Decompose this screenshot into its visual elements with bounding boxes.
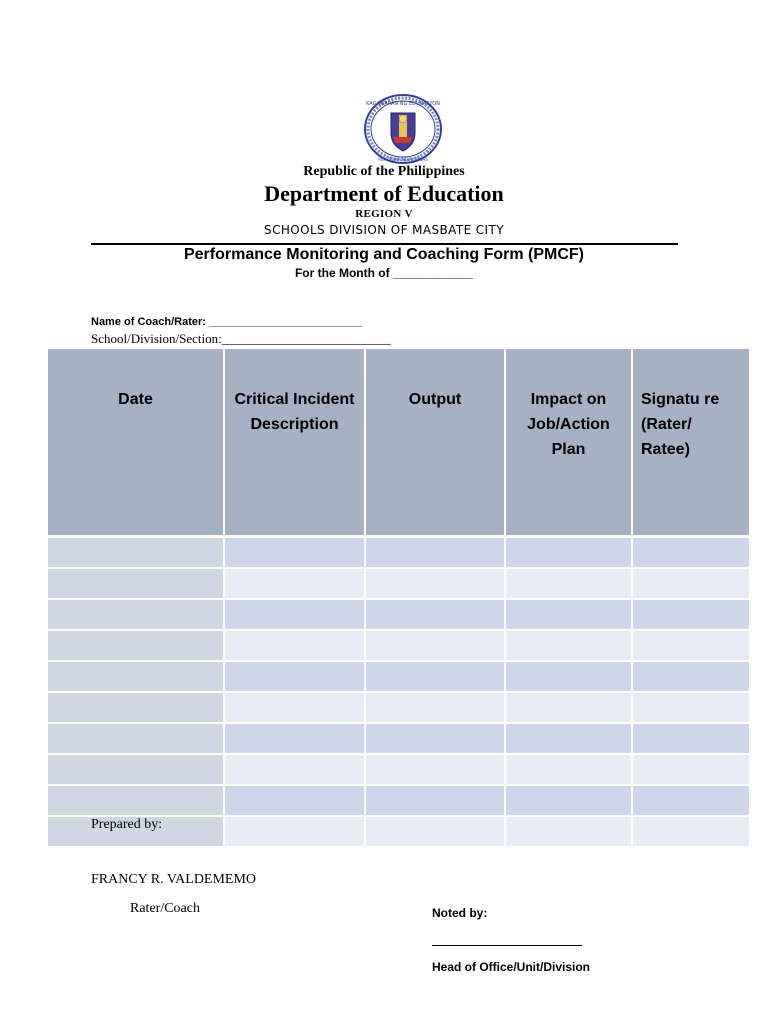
table-cell[interactable]: [505, 723, 632, 754]
table-cell[interactable]: [48, 537, 224, 569]
table-cell[interactable]: [365, 754, 505, 785]
table-cell[interactable]: [224, 816, 365, 847]
noted-signature-line: [432, 945, 582, 946]
table-cell[interactable]: [632, 785, 749, 816]
table-cell[interactable]: [48, 630, 224, 661]
noted-by-label: Noted by:: [432, 906, 488, 920]
column-header-critical-incident: Critical Incident Description: [224, 349, 365, 537]
table-row: [48, 692, 749, 723]
seal-bottom-text: REPUBLIKA NG PILIPINAS: [378, 157, 428, 162]
table-cell[interactable]: [505, 692, 632, 723]
table-cell[interactable]: [224, 723, 365, 754]
table-cell[interactable]: [632, 816, 749, 847]
table-cell[interactable]: [365, 537, 505, 569]
form-title: Performance Monitoring and Coaching Form (PMCF): [183, 246, 584, 263]
table-cell[interactable]: [365, 599, 505, 630]
table-cell[interactable]: [505, 661, 632, 692]
table-cell[interactable]: [365, 630, 505, 661]
table-row: [48, 723, 749, 754]
table-cell[interactable]: [48, 661, 224, 692]
table-row: [48, 785, 749, 816]
table-cell[interactable]: [48, 568, 224, 599]
table-cell[interactable]: [365, 816, 505, 847]
table-row: [48, 568, 749, 599]
table-cell[interactable]: [365, 568, 505, 599]
table-cell[interactable]: [224, 568, 365, 599]
seal-top-text: KAGAWARAN NG EDUKASYON: [366, 101, 440, 107]
table-cell[interactable]: [224, 537, 365, 569]
table-cell[interactable]: [48, 599, 224, 630]
division-heading: SCHOOLS DIVISION OF MASBATE CITY: [264, 223, 504, 237]
table-cell[interactable]: [632, 692, 749, 723]
table-cell[interactable]: [632, 754, 749, 785]
table-cell[interactable]: [505, 785, 632, 816]
head-of-office-label: Head of Office/Unit/Division: [432, 960, 591, 974]
table-cell[interactable]: [365, 661, 505, 692]
table-cell[interactable]: [632, 537, 749, 569]
table-cell[interactable]: [224, 692, 365, 723]
pmcf-table: [48, 349, 749, 848]
table-row: [48, 661, 749, 692]
prepared-by-label: Prepared by:: [91, 817, 163, 832]
table-cell[interactable]: [365, 692, 505, 723]
table-cell[interactable]: [224, 754, 365, 785]
table-row: [48, 630, 749, 661]
column-header-signature: Signatu re (Rater/ Ratee): [632, 349, 749, 537]
table-row: [48, 599, 749, 630]
table-cell[interactable]: [505, 630, 632, 661]
table-cell[interactable]: [505, 568, 632, 599]
table-cell[interactable]: [365, 785, 505, 816]
table-cell[interactable]: [632, 568, 749, 599]
table-cell[interactable]: [224, 785, 365, 816]
table-cell[interactable]: [505, 599, 632, 630]
deped-seal-logo: [363, 93, 443, 165]
table-cell[interactable]: [224, 599, 365, 630]
table-cell[interactable]: [632, 661, 749, 692]
table-cell[interactable]: [505, 537, 632, 569]
table-cell[interactable]: [505, 754, 632, 785]
republic-heading: Republic of the Philippines: [303, 164, 465, 179]
table-cell[interactable]: [48, 754, 224, 785]
table-cell[interactable]: [224, 630, 365, 661]
column-header-date: Date: [48, 349, 224, 537]
column-header-impact: Impact on Job/Action Plan: [505, 349, 632, 537]
table-row: [48, 537, 749, 569]
table-cell[interactable]: [48, 692, 224, 723]
header-divider: [91, 243, 678, 245]
table-cell[interactable]: [365, 723, 505, 754]
signer-role: Rater/Coach: [130, 901, 200, 916]
coach-name-field: Name of Coach/Rater: _________________________: [91, 316, 362, 328]
region-heading: REGION V: [355, 208, 413, 220]
table-cell[interactable]: [632, 599, 749, 630]
signer-name: FRANCY R. VALDEMEMO: [91, 872, 257, 887]
table-cell[interactable]: [632, 723, 749, 754]
department-heading: Department of Education: [264, 181, 504, 206]
table-header-row: [48, 349, 749, 537]
table-cell[interactable]: [48, 723, 224, 754]
column-header-output: Output: [365, 349, 505, 537]
month-field: For the Month of ____________: [294, 266, 474, 280]
school-division-field: School/Division/Section:__________________________: [91, 331, 391, 346]
table-cell[interactable]: [224, 661, 365, 692]
table-row: [48, 754, 749, 785]
table-cell[interactable]: [505, 816, 632, 847]
table-cell[interactable]: [632, 630, 749, 661]
table-cell[interactable]: [48, 785, 224, 816]
